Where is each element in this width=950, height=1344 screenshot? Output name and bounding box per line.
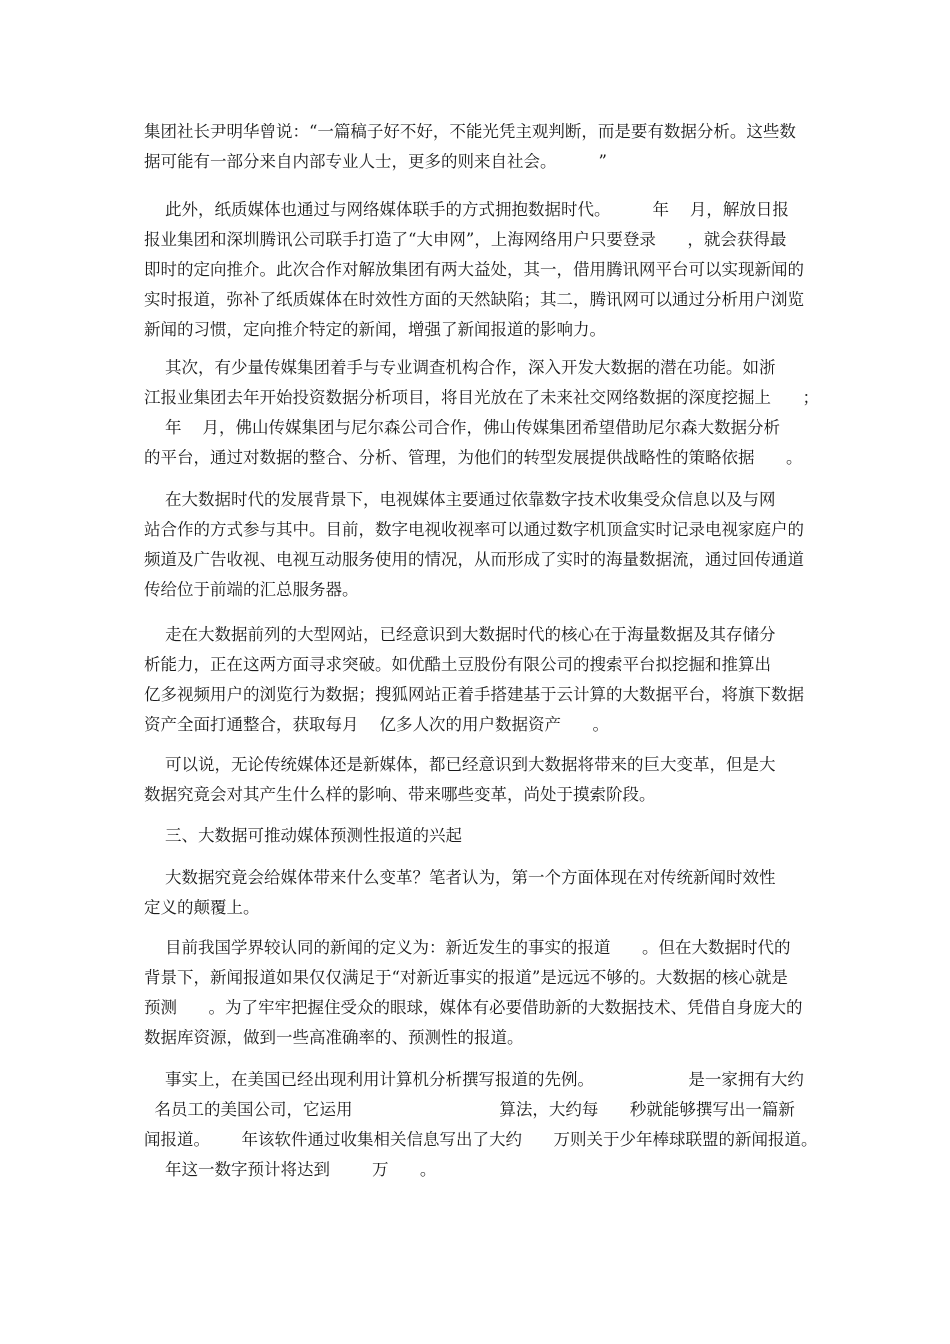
text-line: 背景下，新闻报道如果仅仅满足于“对新近事实的报道”是远远不够的。大数据的核心就是 bbox=[144, 968, 788, 987]
text-line: 走在大数据前列的大型网站，已经意识到大数据时代的核心在于海量数据及其存储分 bbox=[144, 625, 776, 644]
text-line: 析能力，正在这两方面寻求突破。如优酷土豆股份有限公司的搜索平台拟挖掘和推算出 bbox=[144, 655, 771, 674]
text-line: 频道及广告收视、电视互动服务使用的情况，从而形成了实时的海量数据流，通过回传通道 bbox=[144, 550, 804, 569]
text-line: 目前我国学界较认同的新闻的定义为：新近发生的事实的报道 。但在大数据时代的 bbox=[144, 938, 791, 957]
text-line: 新闻的习惯，定向推介特定的新闻，增强了新闻报道的影响力。 bbox=[144, 320, 606, 339]
text-line: 传给位于前端的汇总服务器。 bbox=[144, 580, 359, 599]
text-line: 江报业集团去年开始投资数据分析项目，将目光放在了未来社交网络数据的深度挖掘上 ； bbox=[144, 388, 819, 407]
text-line: 大数据究竟会给媒体带来什么变革？笔者认为，第一个方面体现在对传统新闻时效性 bbox=[144, 868, 776, 887]
text-line: 数据库资源，做到一些高准确率的、预测性的报道。 bbox=[144, 1028, 524, 1047]
section-heading: 三、大数据可推动媒体预测性报道的兴起 bbox=[144, 826, 462, 845]
text-line: 预测 。为了牢牢把握住受众的眼球，媒体有必要借助新的大数据技术、凭借自身庞大的 bbox=[144, 998, 803, 1017]
text-line: 据可能有一部分来自内部专业人士，更多的则来自社会。 ” bbox=[144, 152, 607, 171]
text-line: 集团社长尹明华曾说：“一篇稿子好不好，不能光凭主观判断，而是要有数据分析。这些数 bbox=[144, 122, 796, 141]
text-line: 年 月，佛山传媒集团与尼尔森公司合作，佛山传媒集团希望借助尼尔森大数据分析 bbox=[144, 418, 780, 437]
text-line: 站合作的方式参与其中。目前，数字电视收视率可以通过数字机顶盒实时记录电视家庭户的 bbox=[144, 520, 804, 539]
text-line: 亿多视频用户的浏览行为数据；搜狐网站正着手搭建基于云计算的大数据平台，将旗下数据 bbox=[144, 685, 804, 704]
text-line: 闻报道。 年该软件通过收集相关信息写出了大约 万则关于少年棒球联盟的新闻报道。 bbox=[144, 1130, 818, 1149]
text-line: 资产全面打通整合，获取每月 亿多人次的用户数据资产 。 bbox=[144, 715, 609, 734]
text-line: 实时报道，弥补了纸质媒体在时效性方面的天然缺陷；其二，腾讯网可以通过分析用户浏览 bbox=[144, 290, 804, 309]
text-line: 在大数据时代的发展背景下，电视媒体主要通过依靠数字技术收集受众信息以及与网 bbox=[144, 490, 776, 509]
text-line: 定义的颠覆上。 bbox=[144, 898, 260, 917]
text-line: 数据究竟会对其产生什么样的影响、带来哪些变革，尚处于摸索阶段。 bbox=[144, 785, 656, 804]
text-line: 事实上，在美国已经出现利用计算机分析撰写报道的先例。 是一家拥有大约 bbox=[144, 1070, 804, 1089]
text-line: 年这一数字预计将达到 万 。 bbox=[144, 1160, 437, 1179]
text-line: 此外，纸质媒体也通过与网络媒体联手的方式拥抱数据时代。 年 月，解放日报 bbox=[144, 200, 789, 219]
text-line: 报业集团和深圳腾讯公司联手打造了“大申网”，上海网络用户只要登录 ，就会获得最 bbox=[144, 230, 787, 249]
text-line: 名员工的美国公司，它运用 算法，大约每 秒就能够撰写出一篇新 bbox=[144, 1100, 795, 1119]
text-line: 其次，有少量传媒集团着手与专业调查机构合作，深入开发大数据的潜在功能。如浙 bbox=[144, 358, 776, 377]
text-line: 即时的定向推介。此次合作对解放集团有两大益处，其一，借用腾讯网平台可以实现新闻的 bbox=[144, 260, 804, 279]
text-line: 可以说，无论传统媒体还是新媒体，都已经意识到大数据将带来的巨大变革，但是大 bbox=[144, 755, 776, 774]
text-line: 的平台，通过对数据的整合、分析、管理，为他们的转型发展提供战略性的策略依据 。 bbox=[144, 448, 803, 467]
